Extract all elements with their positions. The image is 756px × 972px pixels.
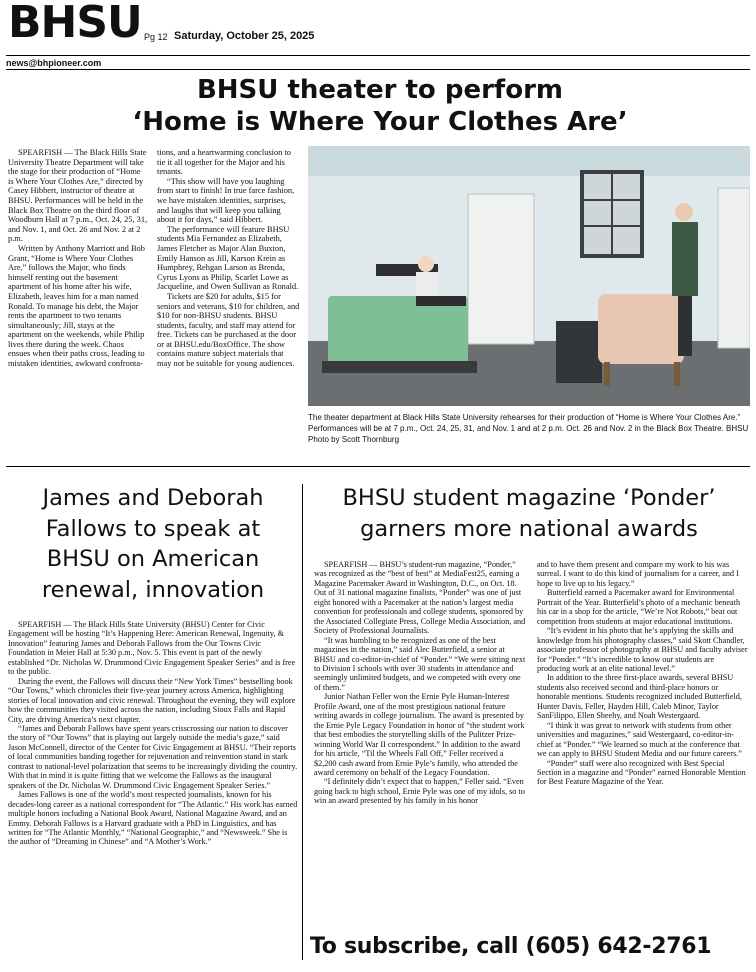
paragraph: tions, and a heartwarming conclusion to tie it all together for the Major and his tenants. (157, 148, 291, 177)
story2-body (8, 620, 298, 847)
story3-column-1 (314, 560, 528, 806)
paragraph: “James and Deborah Fallows have spent years crisscrossing our nation to discover the story of “Our Towns” that is playing out largely outside the media’s gaze,” said Jason McConnell, director of the Center for Civic Engagement at BHSU. “Their reports of local communities banding together for rejuvenation and reinvention stand in stark contrast to national-level polarization that seems to be increasingly dividing the country. With that in mind it is quite fitting that we welcome the Fallows as the inaugural speakers of the Dr. Nicholas W. Drummond Civic Engagement Speaker Series.” (8, 723, 298, 790)
contact-email[interactable]: news@bhpioneer.com (6, 58, 102, 68)
paragraph: Written by Anthony Marriott and Bob Grant, “Home is Where Your Clothes Are,” follows the Major, who finds himself renting out the basement apartment of his home after his wife, Elizabeth, leaves him for a man named Ronald. To manage his debt, the Major rents the apartment to two tenants simultaneously; Jill, stays at the apartment on the weekends, while Philip lives there during the week. Chaos ensues when their paths cross, leading to mistaken identities, awkward confronta- (8, 243, 145, 369)
paragraph: Tickets are $20 for adults, $15 for seniors and veterans, $10 for children, and $10 for non-BHSU students. BHSU students, faculty, and staff may attend for free. Tickets can be purchased at the door or at BHSU.edu/BoxOffice. The show contains mature subject materials that may not be suitable for young audiences. (157, 291, 300, 369)
paragraph: In addition to the three first-place awards, several BHSU students also received second and third-place honors or honorable mentions. Students recognized included Butterfield, Hunter Davis, Feller, Hayden Hill, Caleb Minor, Taylor SanFilippo, Ellen Sheehy, and Noah Westergaard. (537, 673, 742, 721)
issue-date: Saturday, October 25, 2025 (174, 30, 315, 42)
story1-headline-line1: BHSU theater to perform (196, 75, 564, 105)
story2-headline (8, 483, 298, 605)
story2-headline-line: BHSU on American (46, 546, 260, 572)
paragraph: “This show will have you laughing from start to finish! In true farce fashion, we have mistaken identities, surprises, and laughs that will keep you talking about it for days,” said Hibbert. (157, 176, 295, 225)
masthead-rule-bottom (6, 69, 750, 70)
paragraph: SPEARFISH — The Black Hills State University (BHSU) Center for Civic Engagement will be hosting “It’s Happening Here: American Renewal, Ingenuity, & Innovation” featuring James and Deborah Fallows from the Our Towns Civic Foundation in Meier Hall at 5:30 p.m., Nov. 5. This event is part of the newly established “Dr. Nicholas W. Drummond Civic Engagement Speaker Series” and is free to the public. (8, 620, 296, 677)
paragraph: SPEARFISH — BHSU’s student-run magazine, “Ponder,” was recognized as the “best of best” at MediaFest25, earning a Magazine Pacemaker Award in Washington, D.C., on Oct. 18. Out of 31 national magazine finalists, “Ponder” was one of just eight honored with a Pacemaker at the nation’s largest media convention for professionals and college students, sponsored by the Associated Collegiate Press, College Media Association, and Society of Professional Journalists. (314, 560, 526, 636)
paragraph: SPEARFISH — The Black Hills State University Theatre Department will take the stage for their production of “Home is Where Your Clothes Are,” directed by Casey Hibbert, instructor of theatre at BHSU. Performances will be held in the Black Box Theatre on the third floor of Woodburn Hall at 7 p.m., Oct. 24, 25, 31, and Nov. 1, and Oct. 26 and Nov. 2 at 2 p.m. (8, 148, 148, 244)
subscribe-banner: To subscribe, call (605) 642-2761 (310, 934, 712, 959)
paragraph: Junior Nathan Feller won the Ernie Pyle Human-Interest Profile Award, one of the most prestigious national feature writing awards in college journalism. The award is presented by the Ernie Pyle Legacy Foundation in honor of “the student work that best embodies the storytelling skills of the Pulitzer Prize-winning World War II correspondent.” In addition to the award for his article, “Til the Wheels Fall Off,” Feller received a $2,200 cash award from Ernie Pyle’s family, who attended the award ceremony on behalf of the Legacy Foundation. (314, 692, 525, 777)
page-number: Pg 12 (144, 32, 168, 42)
story1-headline-line2: ‘Home is Where Your Clothes Are’ (132, 107, 628, 137)
newspaper-logo: BHSU (8, 0, 142, 48)
column-divider (302, 484, 303, 960)
story3-headline-line: BHSU student magazine ‘Ponder’ (342, 485, 716, 511)
masthead (6, 2, 750, 68)
paragraph: “It was humbling to be recognized as one of the best magazines in the nation,” said Alec Butterfield, a senior at BHSU and co-editor-in-chief of “Ponder.” “We were sitting next to Division I schools with over 30 students in attendance and seemingly unlimited budgets, and we competed with every one of them.” (314, 635, 526, 692)
paragraph: and to have them present and compare my work to his was surreal. I want to do this kind of journalism for a career, and I hope to live up to his legacy.” (537, 560, 739, 588)
story3-headline-line: garners more national awards (360, 515, 698, 542)
story1-headline (80, 74, 680, 138)
story3-headline (318, 483, 740, 544)
paragraph: James Fallows is one of the world’s most respected journalists, known for his decades-long career as a national correspondent for “The Atlantic.” His work has earned multiple honors including a National Book Award, National Magazine Award, and an Emmy. Deborah Fallows is a Harvard graduate with a PhD in Linguistics, and has written for “The Atlantic Monthly,” “National Geographic,” and “Newsweek.” She is the author of “Dreaming in Chinese” and “A Mother’s Work.” (8, 790, 298, 847)
story1-column-2 (157, 148, 300, 369)
paragraph: The performance will feature BHSU students Mia Fernandez as Elizabeth, James Fletcher as Major Alan Buxton, Emily Hanson as Jill, Karson Krein as Humphrey, Rehgan Larson as Brenda, Cyrus Lyons as Philip, Scarlet Lowe as Jacqueline, and Owen Sullivan as Ronald. (157, 224, 299, 292)
paragraph: “Ponder” staff were also recognized with Best Special Section in a magazine and “Ponder” earned Honorable Mention for Best Feature Magazine of the Year. (537, 758, 746, 787)
theater-rehearsal-illustration (308, 146, 750, 406)
paragraph: “I definitely didn’t expect that to happen,” Feller said. “Even going back to high school, Ernie Pyle was one of my idols, so to win an award presented by his family in his honor (314, 777, 525, 806)
masthead-rule (6, 55, 750, 56)
paragraph: “It’s evident in his photo that he’s applying the skills and knowledge from his photography classes,” said Skott Chandler, associate professor of photography at BHSU and faculty adviser for “Ponder.” “It’s incredible to know our students are producing work at an elite national level.” (537, 626, 748, 673)
story2-headline-line: renewal, innovation (41, 576, 265, 603)
paragraph: During the event, the Fallows will discuss their “New York Times” bestselling book “Our Towns,” which chronicles their five-year journey across America, highlighting stories of local innovation and civic renewal. Throughout the evening, they will explore how the communities they visited across the nation, including Sioux Falls and Rapid City, are driving America’s next chapter. (8, 676, 296, 724)
story2-headline-line: Fallows to speak at (45, 515, 261, 542)
story2-headline-line: James and Deborah (42, 485, 264, 511)
paragraph: “I think it was great to network with students from other universities and magazines,” said Westergaard, co-editor-in-chief at “Ponder.” “We learned so much at the conference that we can apply to BHSU Student Media and our future careers.” (537, 720, 742, 759)
paragraph: Butterfield earned a Pacemaker award for Environmental Portrait of the Year. Butterfield’s photo of a mechanic beneath his car in a shop for the article, “We’re Not Robots,” beat out competition from students at major educational institutions. (537, 588, 741, 626)
section-divider (6, 466, 750, 467)
story3-column-2 (537, 560, 749, 787)
story1-column-1 (8, 148, 148, 369)
theater-rehearsal-photo (308, 146, 750, 406)
photo-caption: The theater department at Black Hills State University rehearses for their production of “Home is Where Your Clothes Are.” Performances will be at 7 p.m., Oct. 24, 25, 31, and Nov. 1 and at 2 p.m. Oct. 26 and Nov. 2 in the Black Box Theatre. BHSU Photo by Scott Thornburg (308, 413, 749, 444)
